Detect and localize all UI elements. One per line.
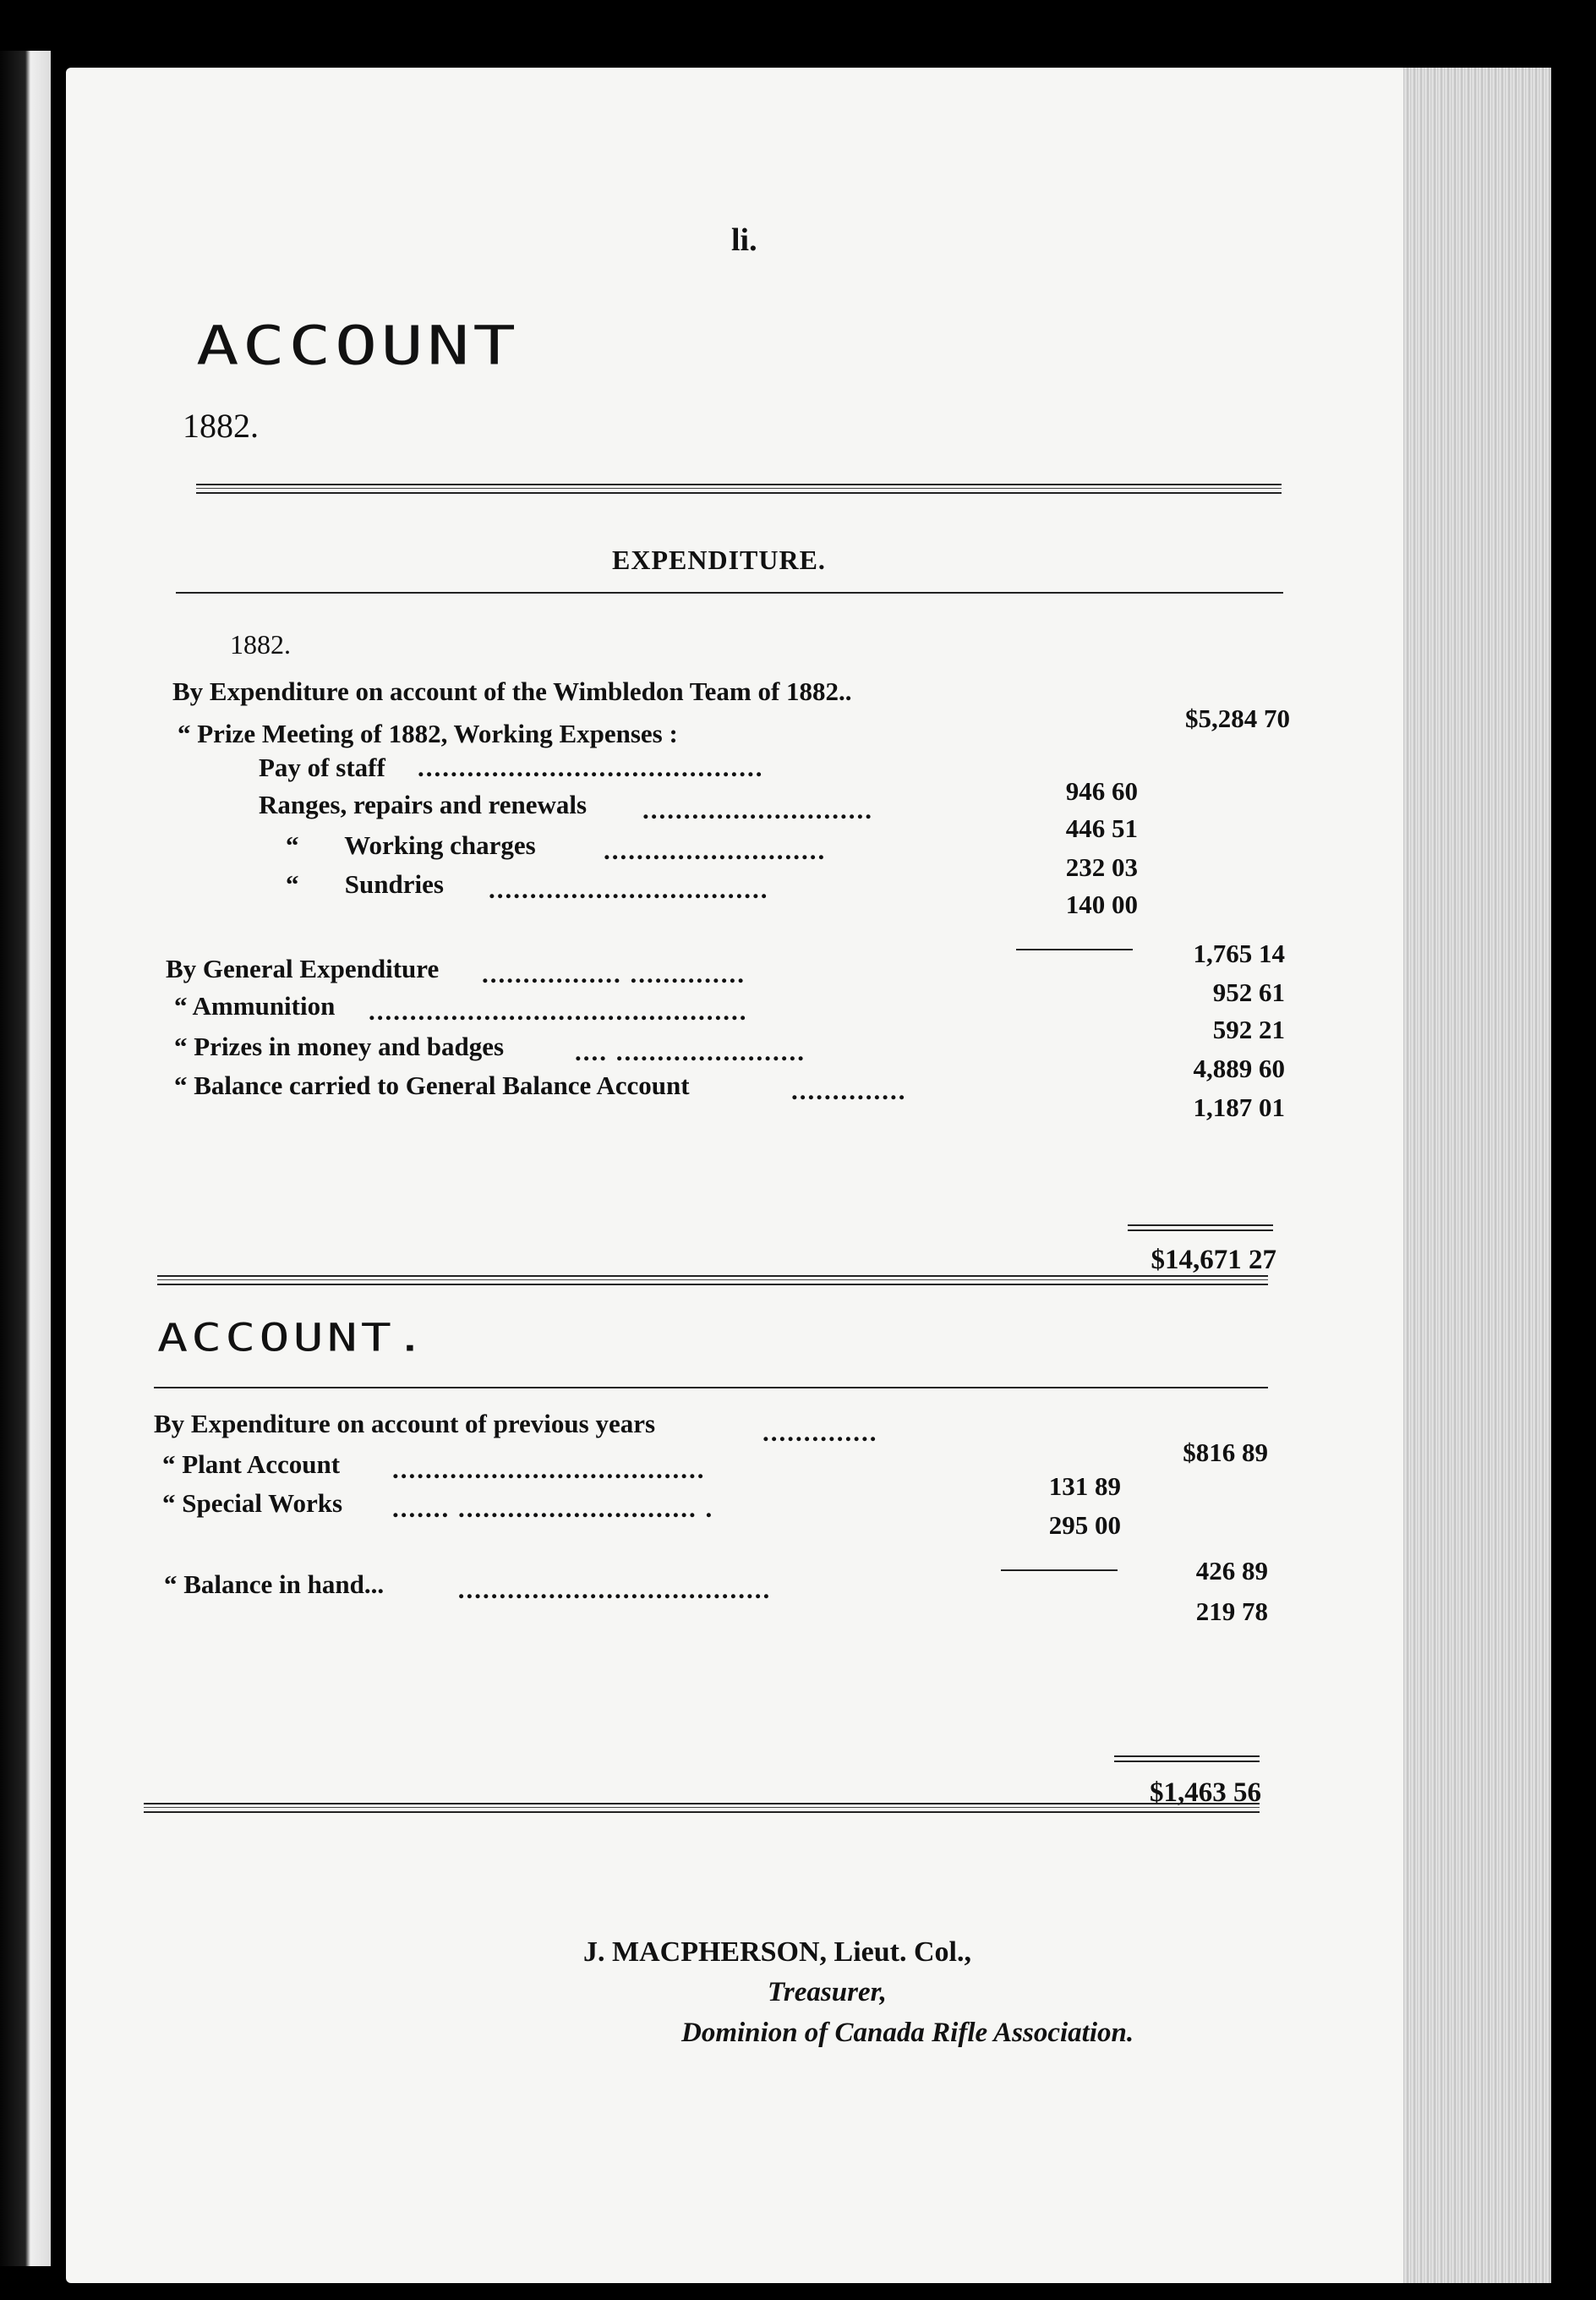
section-divider (144, 1803, 1260, 1813)
row-total: 4,889 60 (1193, 1054, 1285, 1083)
leader-dots: .......................................... (418, 753, 764, 782)
row-total: 592 21 (1212, 1015, 1285, 1044)
row-subamount: 446 51 (1065, 813, 1138, 843)
row-total: 426 89 (1195, 1556, 1268, 1585)
leader-dots: ............................ (642, 795, 873, 824)
row-subamount: 946 60 (1065, 776, 1138, 806)
row-label: “ Prize Meeting of 1882, Working Expenses : (178, 719, 678, 748)
leader-dots: .............................................. (369, 996, 748, 1026)
row-label: By Expenditure on account of the Wimbledon Team of 1882.. (172, 676, 852, 706)
account2-rule (154, 1387, 1268, 1388)
row-label: “ Balance in hand... (164, 1569, 385, 1599)
row-label: “ Prizes in money and badges (174, 1032, 505, 1061)
row-label: By Expenditure on account of previous years (154, 1409, 656, 1438)
row-label: By General Expenditure (166, 954, 440, 983)
row-label: “ Sundries (286, 869, 444, 899)
leader-dots: ................. .............. (482, 959, 746, 988)
row-subamount: 131 89 (1048, 1471, 1121, 1501)
account-heading: ACCOUNT (196, 315, 520, 377)
leader-dots: ...................................... (450, 1574, 772, 1604)
row-label: Ranges, repairs and renewals (259, 790, 588, 819)
subtotal-rule (1001, 1569, 1118, 1571)
row-total: 1,765 14 (1193, 939, 1285, 968)
row-label: “ Balance carried to General Balance Account (174, 1071, 690, 1100)
leader-dots: ...................................... (392, 1454, 706, 1484)
signature-name: J. MACPHERSON, Lieut. Col., (583, 1936, 971, 1968)
expenditure-rule (176, 592, 1283, 594)
signature-organization: Dominion of Canada Rifle Association. (681, 2018, 1134, 2048)
heading-year: 1882. (183, 407, 259, 445)
row-label: “ Working charges (286, 830, 536, 860)
total-rule (1128, 1224, 1273, 1231)
signature-role: Treasurer, (768, 1977, 887, 2007)
row-total: 1,187 01 (1193, 1092, 1285, 1122)
scan-border (1551, 68, 1596, 2300)
row-label: “ Plant Account (162, 1449, 341, 1479)
book-page-edges (1403, 68, 1551, 2283)
account-heading-2: ACCOUNT. (157, 1316, 429, 1361)
row-subamount: 295 00 (1048, 1510, 1121, 1540)
row-label: “ Special Works (162, 1488, 343, 1518)
book-left-page-edge (0, 51, 51, 2266)
subtotal-rule (1016, 949, 1133, 950)
total-rule (1114, 1755, 1260, 1762)
expenditure-title: EXPENDITURE. (612, 545, 826, 575)
row-label: Pay of staff (259, 753, 385, 782)
row-total: 952 61 (1212, 978, 1285, 1007)
row-subamount: 232 03 (1065, 852, 1138, 882)
section-divider (157, 1275, 1268, 1285)
leader-dots: ........................... (604, 835, 827, 865)
leader-dots: .............. (762, 1417, 878, 1447)
heading-rule (196, 484, 1282, 494)
row-total: 219 78 (1195, 1596, 1268, 1626)
leader-dots: .............. (791, 1076, 907, 1105)
row-total: $816 89 (1183, 1438, 1268, 1467)
expenditure-grand-total: $14,671 27 (1151, 1245, 1276, 1275)
leader-dots: ....... ............................. . (392, 1493, 714, 1523)
account2-grand-total: $1,463 56 (1150, 1777, 1261, 1808)
expenditure-year: 1882. (230, 629, 291, 660)
leader-dots: .................................. (489, 874, 769, 904)
leader-dots: .... ....................... (575, 1037, 806, 1066)
row-label: “ Ammunition (174, 991, 336, 1021)
page-number: li. (731, 222, 757, 258)
row-subamount: 140 00 (1065, 890, 1138, 919)
row-total: $5,284 70 (1185, 704, 1290, 733)
